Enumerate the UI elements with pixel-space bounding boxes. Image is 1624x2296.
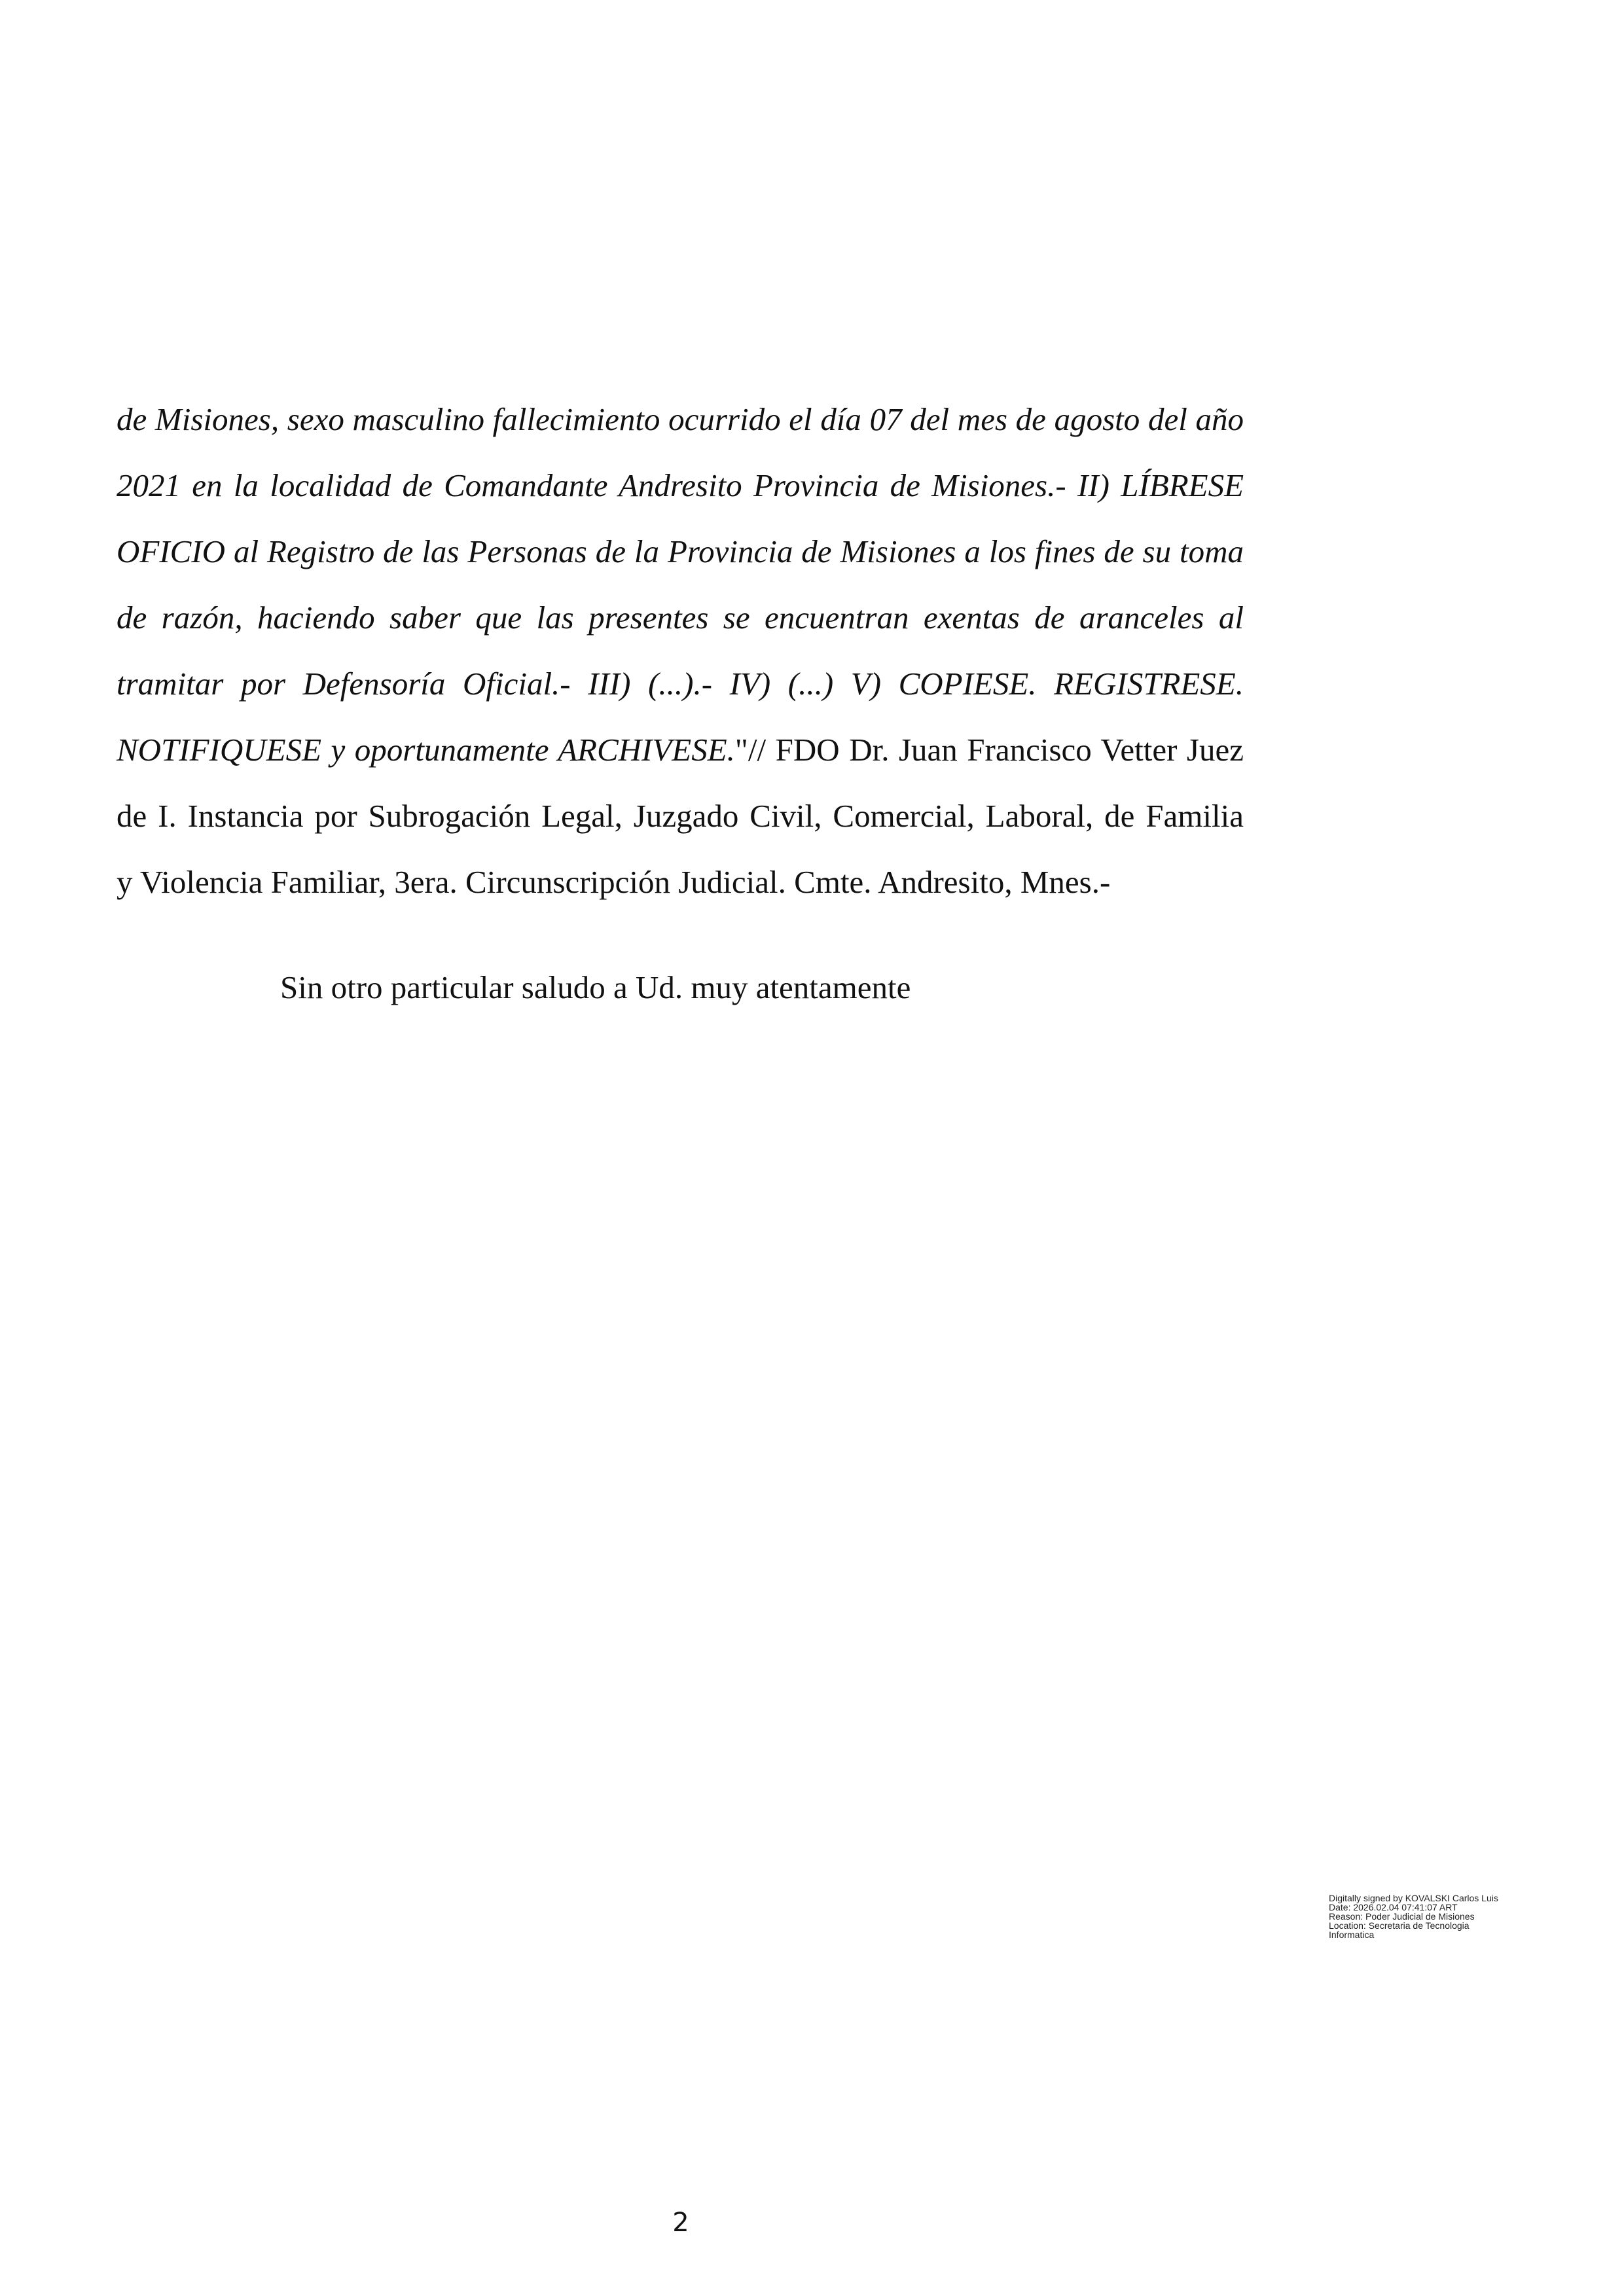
italic-text-segment: de razón, haciendo saber que las presentes se encuentran exentas de aranceles al bbox=[117, 600, 1244, 636]
text-segment: de I. Instancia por Subrogación Legal, Juzgado Civil, Comercial, Laboral, de Familia bbox=[117, 798, 1244, 834]
italic-text-segment: NOTIFIQUESE y oportunamente ARCHIVESE. bbox=[117, 732, 735, 768]
signature-line: Date: 2026.02.04 07:41:07 ART bbox=[1329, 1902, 1458, 1912]
text-line bbox=[117, 783, 1244, 849]
closing-salutation: Sin otro particular saludo a Ud. muy atentamente bbox=[280, 969, 911, 1005]
italic-text-segment: de Misiones, sexo masculino fallecimiento ocurrido el día 07 del mes de agosto del año bbox=[117, 401, 1244, 437]
text-line bbox=[117, 452, 1244, 518]
italic-text-segment: tramitar por Defensoría Oficial.- III) (...).- IV) (...) V) COPIESE. REGISTRESE. bbox=[117, 666, 1244, 702]
text-line bbox=[117, 518, 1244, 584]
signature-line: Digitally signed by KOVALSKI Carlos Luis bbox=[1329, 1893, 1498, 1903]
text-segment: "// FDO Dr. Juan Francisco Vetter Juez bbox=[734, 732, 1244, 768]
text-line bbox=[117, 717, 1244, 783]
digital-signature-stamp bbox=[1329, 1893, 1545, 1939]
page-number: 2 bbox=[672, 2208, 689, 2238]
signature-line: Location: Secretaria de Tecnologia bbox=[1329, 1920, 1470, 1931]
text-line bbox=[117, 651, 1244, 717]
text-line bbox=[117, 584, 1244, 651]
resolution-body-text bbox=[117, 386, 1244, 915]
signature-line: Reason: Poder Judicial de Misiones bbox=[1329, 1911, 1475, 1922]
text-segment: y Violencia Familiar, 3era. Circunscripción Judicial. Cmte. Andresito, Mnes.- bbox=[117, 864, 1111, 900]
text-line bbox=[117, 386, 1244, 452]
italic-text-segment: OFICIO al Registro de las Personas de la Provincia de Misiones a los fines de su toma bbox=[117, 533, 1244, 569]
signature-line: Informatica bbox=[1329, 1929, 1375, 1940]
text-line bbox=[117, 849, 1244, 915]
italic-text-segment: 2021 en la localidad de Comandante Andresito Provincia de Misiones.- II) LÍBRESE bbox=[117, 467, 1244, 503]
